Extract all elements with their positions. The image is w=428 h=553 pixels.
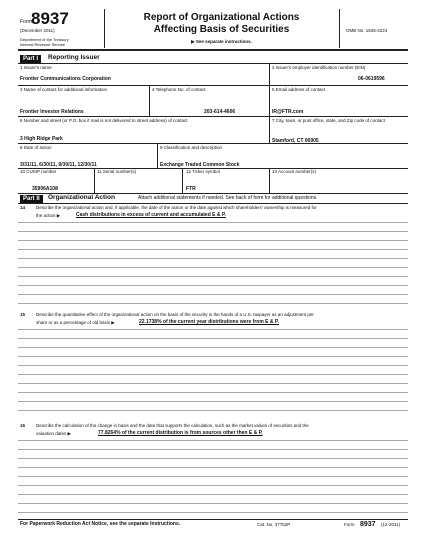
- answer-line: [18, 410, 408, 411]
- rule: [18, 63, 408, 64]
- rule: [269, 168, 270, 193]
- answer-line: [18, 494, 408, 495]
- footer-form-number: 8937: [360, 521, 376, 528]
- omb-number: OMB No. 1545-2224: [346, 28, 388, 33]
- answer-line: [18, 258, 408, 259]
- answer-line: [18, 476, 408, 477]
- q15-answer[interactable]: 22.1738% of the current year distributions were from E & P.: [139, 319, 279, 325]
- part1-label: Part I: [20, 55, 41, 63]
- street-field[interactable]: 3 High Ridge Park: [20, 136, 63, 142]
- part1-title: Reporting Issuer: [48, 54, 100, 61]
- form-date: (December 2011): [20, 28, 55, 33]
- field6-label: 6 Number and street (or P.O. box if mail is not delivered to street address) of contact: [20, 118, 188, 123]
- answer-line: [18, 240, 408, 241]
- rule: [157, 143, 158, 168]
- city-field[interactable]: Stamford, CT 06905: [272, 138, 319, 144]
- rule: [94, 168, 95, 193]
- answer-line: [18, 231, 408, 232]
- ein-field[interactable]: 06-0619596: [358, 76, 385, 82]
- answer-line: [18, 356, 408, 357]
- field7-label: 7 City, town, or post office, state, and Zip code of contact: [272, 118, 385, 123]
- q14-prompt-2: the action ▶: [36, 213, 61, 218]
- rule: [18, 116, 408, 117]
- answer-line: [18, 303, 408, 304]
- answer-line: [18, 338, 408, 339]
- cusip-field[interactable]: 35906A108: [32, 186, 58, 192]
- field8-label: 8 Date of action: [20, 145, 52, 150]
- header-rule: [18, 49, 408, 51]
- answer-line: [18, 467, 408, 468]
- field4-label: 4 Telephone No. of contact: [152, 87, 206, 92]
- form-number: 8937: [31, 9, 69, 28]
- q14-prompt: Describe the organizational action and, if applicable, the date of the action or the date against which shareholders' ownership is measured for: [36, 205, 317, 210]
- answer-line: [18, 267, 408, 268]
- answer-line: [18, 347, 408, 348]
- date-of-action-field[interactable]: 3/31/11, 6/30/11, 9/30/11, 12/30/11: [20, 162, 97, 168]
- answer-line: [18, 392, 408, 393]
- answer-line: [18, 458, 408, 459]
- rule: [269, 63, 270, 85]
- header-divider-right: [339, 9, 340, 48]
- department: Department of the Treasury: [20, 37, 69, 42]
- answer-line: [18, 294, 408, 295]
- telephone-field[interactable]: 203-614-4606: [204, 109, 236, 115]
- rule: [18, 85, 408, 86]
- rule: [269, 85, 270, 116]
- title-line2: Affecting Basis of Securities: [153, 24, 290, 35]
- rule: [18, 203, 408, 204]
- contact-name-field[interactable]: Frontier Investor Relations: [20, 109, 84, 115]
- part2-title: Organizational Action: [48, 194, 115, 201]
- field3-label: 3 Name of contact for additional information: [20, 87, 108, 92]
- field12-label: 12 Ticker symbol: [186, 169, 220, 174]
- answer-line: [18, 285, 408, 286]
- footer-form-date: (12-2011): [381, 522, 401, 527]
- field9-label: 9 Classification and description: [160, 145, 223, 150]
- classification-field[interactable]: Exchange Traded Common Stock: [160, 162, 240, 168]
- see-instructions: ▶ See separate instructions.: [191, 39, 252, 44]
- field13-label: 13 Account number(s): [272, 169, 317, 174]
- field10-label: 10 CUSIP number: [20, 169, 57, 174]
- q15-prompt-2: share or as a percentage of old basis ▶: [36, 320, 115, 325]
- answer-line: [18, 222, 408, 223]
- field1-label: 1 Issuer's name: [20, 65, 52, 70]
- rule: [269, 116, 270, 143]
- paperwork-notice: For Paperwork Reduction Act Notice, see the separate Instructions.: [20, 521, 181, 527]
- issuer-name-field[interactable]: Frontier Communications Corporation: [20, 76, 111, 82]
- irs-label: Internal Revenue Service: [20, 42, 65, 47]
- part2-note: Attach additional statements if needed. See back of form for additional questions.: [138, 195, 318, 201]
- answer-line: [18, 276, 408, 277]
- q15-number: 15: [20, 312, 26, 317]
- q16-answer[interactable]: 77.8264% of the current distribution is from sources other then E & P.: [98, 430, 263, 436]
- q14-answer[interactable]: Cash distributions in excess of current and accumulated E & P.: [76, 212, 226, 218]
- answer-line: [18, 374, 408, 375]
- answer-line: [18, 383, 408, 384]
- answer-line: [18, 329, 408, 330]
- answer-line: [18, 440, 408, 441]
- q16-prompt-2: valuation dates ▶: [36, 431, 71, 436]
- title-line1: Report of Organizational Actions: [143, 12, 300, 23]
- rule: [182, 168, 183, 193]
- field5-label: 5 Email address of contact: [272, 87, 326, 92]
- part2-label: Part II: [20, 195, 43, 203]
- answer-line: [18, 503, 408, 504]
- answer-line: [18, 449, 408, 450]
- footer-form-prefix: Form: [344, 522, 355, 527]
- email-field[interactable]: IR@FTR.com: [272, 109, 304, 115]
- rule: [149, 85, 150, 116]
- answer-line: [18, 485, 408, 486]
- ticker-field[interactable]: FTR: [186, 186, 196, 192]
- rule: [18, 143, 408, 144]
- q16-prompt: Describe the calculation of the change in basis and the data that supports the calculation, such as the market values of securities and the: [36, 423, 309, 428]
- field11-label: 11 Serial number(s): [97, 169, 137, 174]
- q15-prompt: Describe the quantitative effect of the organizational action on the basis of the security in the hands of a U.S. taxpayer as an adjustment per: [36, 312, 314, 317]
- answer-line: [18, 249, 408, 250]
- q16-number: 16: [20, 423, 26, 428]
- answer-line: [18, 365, 408, 366]
- catalog-number: Cat. No. 37752P: [257, 522, 291, 527]
- form-prefix: Form: [20, 19, 32, 25]
- answer-line: [18, 512, 408, 513]
- answer-line: [18, 401, 408, 402]
- rule: [18, 519, 408, 520]
- field2-label: 2 Issuer's employer identification number (EIN): [272, 65, 366, 70]
- q14-number: 14: [20, 205, 26, 210]
